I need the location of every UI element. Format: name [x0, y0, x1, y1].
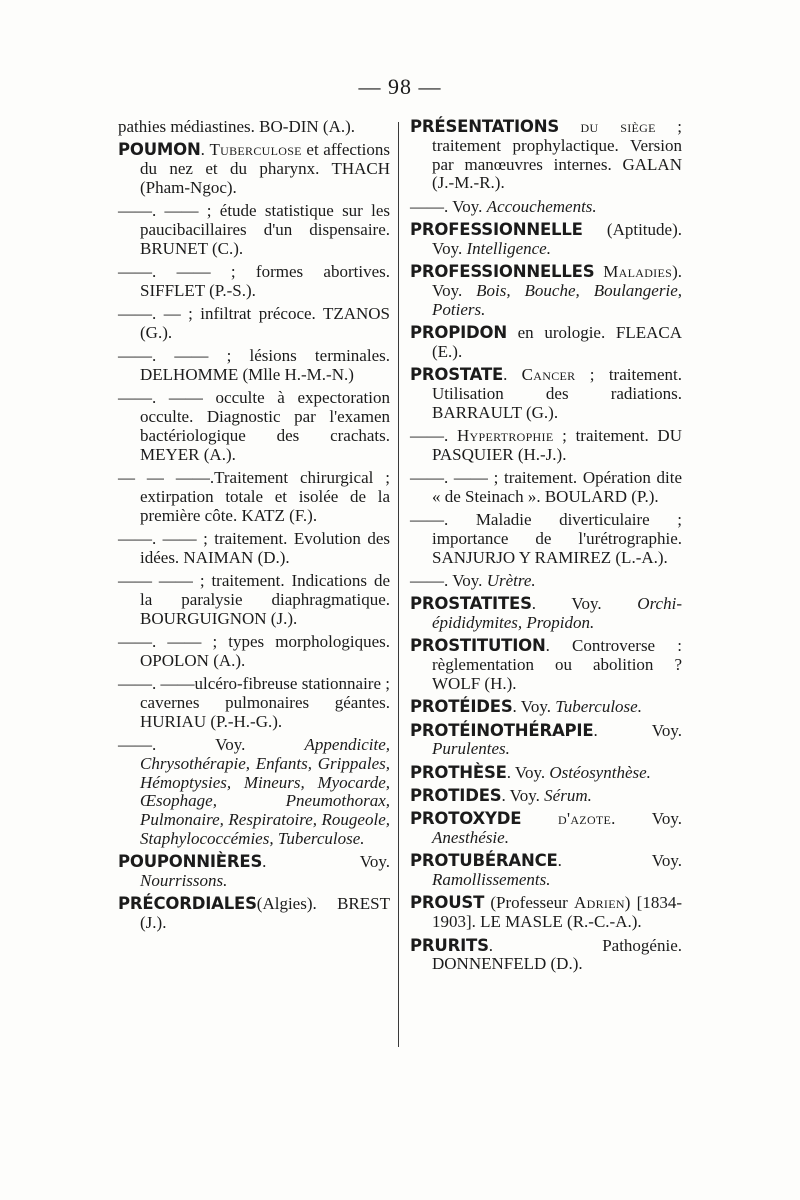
cross-reference: Tuberculose.: [555, 697, 642, 717]
index-entry: [410, 810, 682, 848]
index-entry: [410, 787, 682, 806]
entry-text: ; traitement. Utilisation des radiations. BARRAULT (G.).: [432, 365, 682, 422]
cross-reference: Ramollissements.: [432, 870, 551, 890]
entry-text: . Voy.: [512, 697, 556, 717]
entry-subject: Tuberculose: [209, 140, 302, 160]
cross-reference: Appendicite, Chrysothérapie, Enfants, Grippales, Hémoptysies, Mineurs, Myocarde, Œsophage, Pneumothorax, Pulmonaire, Respiratoire, Rougeole, Staphylococcémies, Tuberculose.: [140, 734, 390, 848]
entry-text: ). Voy.: [432, 262, 682, 300]
entry-subject: du siège: [580, 117, 656, 136]
cross-reference: Anesthésie.: [432, 828, 509, 848]
entry-text: ——. Voy.: [410, 571, 487, 591]
entry-text: ——. Voy.: [410, 196, 487, 216]
cross-reference: Nourrissons.: [140, 870, 228, 890]
page-number: — 98 —: [358, 74, 442, 99]
entry-text: ——. —— ; lésions terminales. DELHOMME (Mlle H.-M.-N.): [118, 346, 390, 385]
entry-headword: PRURITS: [410, 935, 489, 955]
entry-subject: Adrien: [574, 893, 625, 913]
entry-text: .: [200, 140, 210, 160]
cross-reference: Purulentes.: [432, 739, 510, 759]
index-entry: [410, 511, 682, 567]
index-entry: [410, 637, 682, 693]
entry-text: ——. —— ; traitement. Evolution des idées. NAIMAN (D.).: [118, 528, 390, 567]
index-entry: [410, 198, 682, 217]
entry-text: . Voy.: [593, 720, 682, 740]
index-entry: [118, 572, 390, 628]
entry-subject: Hypertrophie: [456, 425, 554, 445]
entry-text: ; traitement prophylactique. Version par manœuvres internes. GALAN (J.-M.-R.).: [432, 117, 682, 193]
cross-reference: Orchi-épididymites, Propidon.: [432, 594, 682, 633]
entry-text: ——. ——ulcéro-fibreuse stationnaire ; cavernes pulmonaires géantes. HURIAU (P.-H.-G.).: [118, 674, 390, 731]
entry-headword: PROPIDON: [410, 322, 507, 342]
entry-subject: d'azote: [558, 809, 612, 829]
index-entry: [410, 852, 682, 890]
index-entry: [410, 698, 682, 717]
index-entry: [118, 469, 390, 525]
entry-headword: PROTOXYDE: [410, 809, 522, 829]
entry-headword: PROSTATITES: [410, 594, 532, 614]
entry-headword: PROFESSIONNELLES: [410, 262, 595, 282]
column-divider: [398, 122, 399, 1047]
left-column: [118, 118, 390, 937]
entry-text: ——. —— ; traitement. Opération dite « de Steinach ». BOULARD (P.).: [410, 468, 682, 506]
entry-text: ——. Voy.: [118, 734, 305, 754]
entry-text: . Voy.: [531, 594, 638, 614]
index-entry: [118, 141, 390, 197]
cross-reference: Ostéosynthèse.: [549, 762, 651, 782]
index-entry: [410, 764, 682, 783]
entry-headword: PROSTATE: [410, 365, 504, 385]
index-entry: [410, 118, 682, 193]
entry-headword: POUPONNIÈRES: [118, 852, 263, 872]
entry-headword: PROTÉIDES: [410, 697, 513, 717]
entry-text: ——. Maladie diverticulaire ; importance de l'urétrographie. SANJURJO Y RAMIREZ (L.-A.).: [410, 510, 682, 567]
entry-text: ——. —— occulte à expectoration occulte. Diagnostic par l'examen bactériologique des crachats. MEYER (A.).: [118, 388, 390, 464]
entry-text: .: [503, 365, 522, 385]
cross-reference: Urètre.: [486, 571, 536, 591]
index-entry: [410, 366, 682, 422]
entry-headword: PROTÉINOTHÉRAPIE: [410, 720, 594, 740]
entry-text: ——.: [410, 425, 457, 445]
entry-text: ——. —— ; types morphologiques. OPOLON (A.).: [118, 631, 390, 670]
index-entry: [118, 633, 390, 671]
entry-text: ——. —— ; formes abortives. SIFFLET (P.-S.).: [118, 262, 390, 300]
entry-headword: POUMON: [118, 140, 201, 160]
entry-headword: PROUST: [410, 893, 485, 913]
index-entry: [410, 572, 682, 591]
index-entry: [410, 324, 682, 362]
entry-text: . Voy.: [501, 786, 545, 805]
entry-text: [521, 809, 558, 828]
entry-text: . Voy.: [611, 809, 682, 829]
entry-headword: PROFESSIONNELLE: [410, 219, 583, 239]
cross-reference: Intelligence.: [466, 238, 551, 258]
entry-text: . Voy.: [557, 851, 682, 871]
entry-text: . Pathogénie. DONNENFELD (D.).: [432, 935, 682, 974]
index-entry: [118, 305, 390, 343]
index-entry: [118, 389, 390, 464]
entry-text: (Professeur: [484, 893, 575, 913]
entry-text: et affections du nez et du pharynx. THACH (Pham-Ngoc).: [140, 140, 390, 197]
entry-text: ——. — ; infiltrat précoce. TZANOS (G.).: [118, 304, 390, 342]
entry-headword: PROTHÈSE: [410, 762, 507, 782]
cross-reference: Bois, Bouche, Boulangerie, Potiers.: [432, 280, 682, 319]
entry-headword: PROTUBÉRANCE: [410, 851, 558, 871]
index-entry: [118, 895, 390, 933]
index-entry: [410, 427, 682, 465]
cross-reference: Accouchements.: [486, 196, 597, 216]
entry-text: pathies médiastines. BO-DIN (A.).: [118, 117, 356, 136]
index-entry: [118, 530, 390, 568]
index-entry: [118, 118, 390, 137]
entry-text: ) [1834-1903]. LE MASLE (R.-C.-A.).: [432, 893, 683, 932]
index-entry: [118, 347, 390, 385]
index-entry: [118, 202, 390, 258]
entry-text: (Algies). BREST (J.).: [140, 894, 390, 933]
entry-headword: PRÉCORDIALES: [118, 894, 257, 914]
index-entry: [118, 853, 390, 891]
index-entry: [410, 221, 682, 259]
cross-reference: Sérum.: [544, 786, 592, 805]
entry-text: — — ——.Traitement chirurgical ; extirpation totale et isolée de la première côte. KATZ (F.).: [118, 468, 390, 525]
entry-text: [559, 117, 581, 136]
entry-text: ——. —— ; étude statistique sur les paucibacillaires d'un dispensaire. BRUNET (C.).: [118, 201, 390, 258]
index-entry: [410, 894, 682, 932]
entry-text: . Voy.: [262, 852, 390, 872]
entry-text: . Controverse : règlementation ou abolition ? WOLF (H.).: [432, 636, 682, 694]
index-entry: [410, 263, 682, 319]
entry-text: (Aptitude). Voy.: [432, 219, 682, 258]
index-entry: [410, 595, 682, 633]
index-entry: [118, 736, 390, 849]
index-entry: [410, 937, 682, 975]
entry-text: —— —— ; traitement. Indications de la paralysie diaphragmatique. BOURGUIGNON (J.).: [118, 571, 390, 628]
index-entry: [118, 675, 390, 731]
right-column: [410, 118, 682, 979]
index-entry: [410, 722, 682, 760]
entry-text: ; traitement. DU PASQUIER (H.-J.).: [432, 425, 682, 464]
entry-headword: PROTIDES: [410, 786, 502, 805]
entry-text: [594, 262, 603, 281]
entry-subject: Maladies: [603, 262, 673, 282]
entry-subject: Cancer: [521, 365, 576, 385]
entry-headword: PROSTITUTION: [410, 636, 546, 656]
index-entry: [410, 469, 682, 507]
entry-text: en urologie. FLEACA (E.).: [432, 322, 682, 361]
entry-headword: PRÉSENTATIONS: [410, 117, 560, 136]
index-entry: [118, 263, 390, 301]
entry-text: . Voy.: [506, 762, 550, 782]
